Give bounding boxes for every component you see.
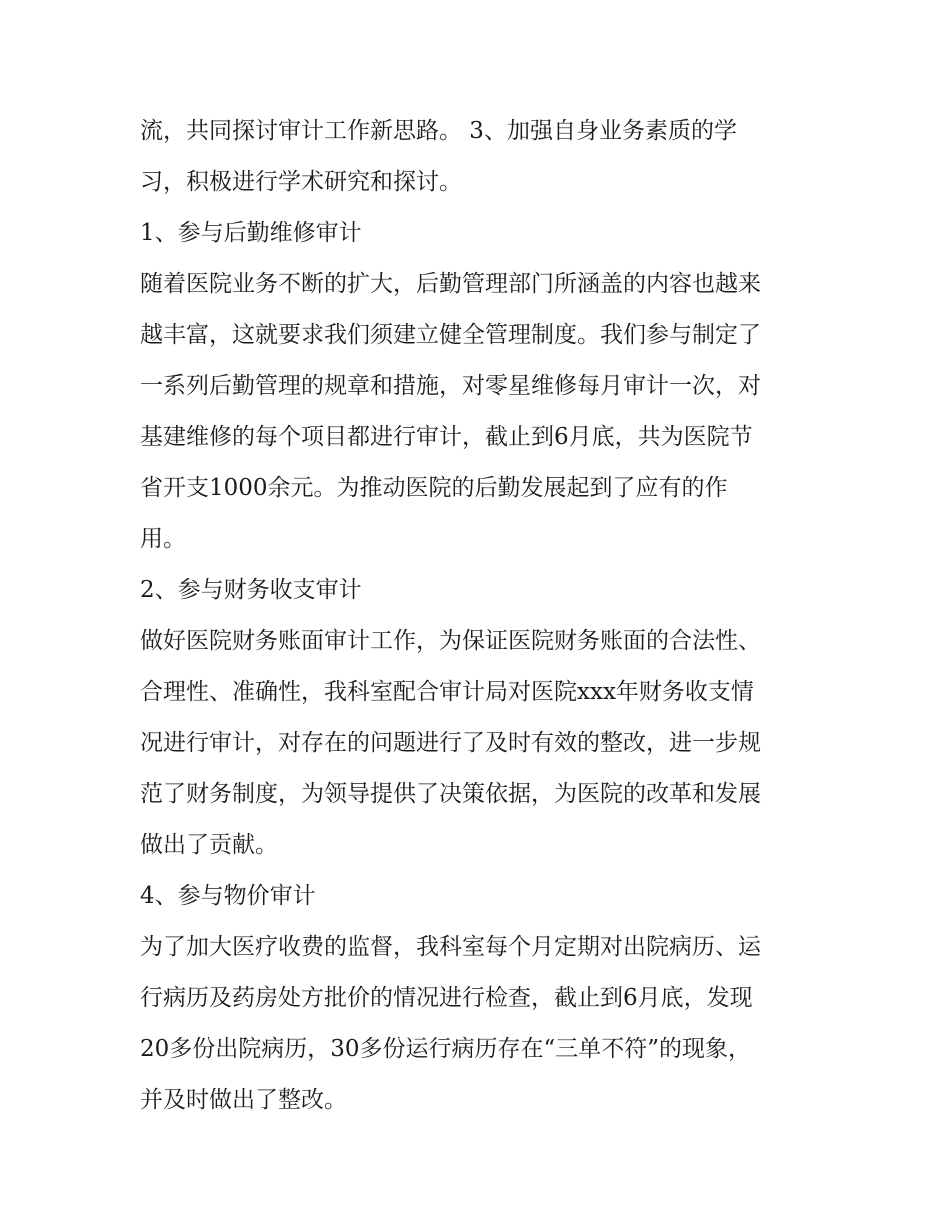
section-heading: 2、参与财务收支审计 [140,577,362,603]
text-line: 20多份出院病历，30多份运行病历存在“三单不符”的现象， [140,1036,752,1062]
section-heading: 1、参与后勤维修审计 [140,220,362,246]
text-line: 行病历及药房处方批价的情况进行检查，截止到6月底，发现 [140,985,753,1011]
text-line: 习，积极进行学术研究和探讨。 [140,169,462,195]
text-line: 范了财务制度，为领导提供了决策依据，为医院的改革和发展 [140,781,761,807]
text-line: 省开支1000余元。为推动医院的后勤发展起到了应有的作 [140,475,728,501]
text-line: 为了加大医疗收费的监督，我科室每个月定期对出院病历、运 [140,934,761,960]
text-line: 基建维修的每个项目都进行审计，截止到6月底，共为医院节 [140,424,753,450]
text-line: 越丰富，这就要求我们须建立健全管理制度。我们参与制定了 [140,322,761,348]
document-body [140,106,820,1126]
text-line: 用。 [140,526,186,552]
text-line: 随着医院业务不断的扩大，后勤管理部门所涵盖的内容也越来 [140,271,761,297]
text-line: 一系列后勤管理的规章和措施，对零星维修每月审计一次，对 [140,373,761,399]
text-line: 流，共同探讨审计工作新思路。 3、加强自身业务素质的学 [140,118,737,144]
text-line: 况进行审计，对存在的问题进行了及时有效的整改，进一步规 [140,730,761,756]
text-line: 做出了贡献。 [140,832,278,858]
section-heading: 4、参与物价审计 [140,883,316,909]
text-line: 合理性、准确性，我科室配合审计局对医院xxx年财务收支情 [140,679,754,705]
text-line: 做好医院财务账面审计工作，为保证医院财务账面的合法性、 [140,628,761,654]
text-line: 并及时做出了整改。 [140,1087,347,1113]
